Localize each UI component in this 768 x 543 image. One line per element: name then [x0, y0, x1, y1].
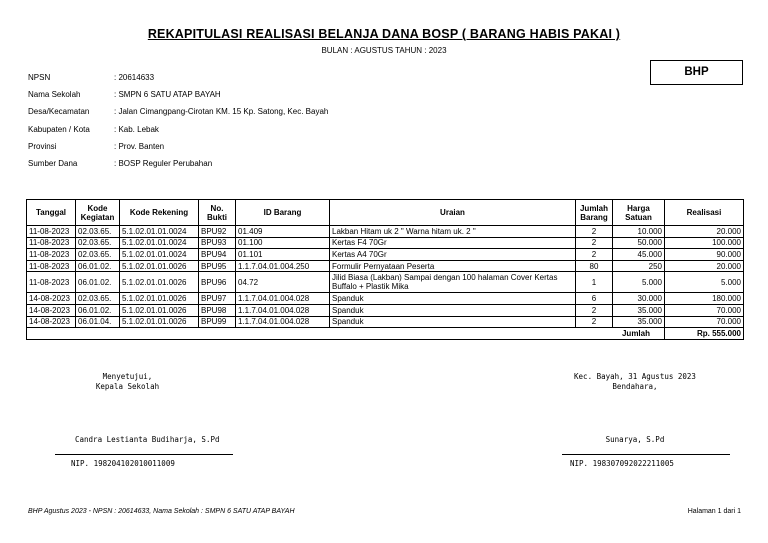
cell-harga: 35.000: [613, 316, 665, 328]
info-value: : Jalan Cimangpang-Cirotan KM. 15 Kp. Satong, Kec. Bayah: [114, 107, 329, 117]
cell-uraian: Lakban Hitam uk 2 " Warna hitam uk. 2 ": [330, 226, 576, 238]
cell-kode-rekening: 5.1.02.01.01.0026: [120, 293, 199, 305]
cell-jumlah: 2: [576, 249, 613, 261]
realization-table: [26, 199, 744, 340]
table-row: [27, 226, 744, 238]
cell-harga: 50.000: [613, 237, 665, 249]
sig-left-line1: Menyetujui,: [102, 372, 153, 381]
header-uraian: Uraian: [330, 200, 576, 226]
signature-right-line: [562, 454, 730, 455]
cell-no-bukti: BPU94: [199, 249, 236, 261]
cell-tanggal: 11-08-2023: [27, 226, 76, 238]
header-jumlah-line1: Jumlah: [579, 203, 608, 213]
signature-right-nip: NIP. 198307092022211005: [570, 459, 674, 468]
cell-no-bukti: BPU93: [199, 237, 236, 249]
signature-left-nip: NIP. 198204102010011009: [71, 459, 175, 468]
cell-kode-rekening: 5.1.02.01.01.0026: [120, 272, 199, 293]
cell-uraian: Spanduk: [330, 316, 576, 328]
cell-id-barang: 1.1.7.04.01.004.028: [236, 316, 330, 328]
cell-harga: 30.000: [613, 293, 665, 305]
header-no-bukti: [199, 200, 236, 226]
cell-realisasi: 20.000: [665, 226, 744, 238]
header-harga-line1: Harga: [627, 203, 650, 213]
header-id-barang: ID Barang: [236, 200, 330, 226]
cell-kode-rekening: 5.1.02.01.01.0024: [120, 237, 199, 249]
school-info: [28, 69, 328, 172]
cell-id-barang: 1.1.7.04.01.004.028: [236, 293, 330, 305]
table-row: [27, 237, 744, 249]
cell-uraian: Kertas F4 70Gr: [330, 237, 576, 249]
header-realisasi: Realisasi: [665, 200, 744, 226]
footer-page-number: Halaman 1 dari 1: [687, 508, 741, 515]
sig-right-line1: Kec. Bayah, 31 Agustus 2023: [574, 372, 696, 381]
info-label: Provinsi: [28, 141, 57, 151]
cell-kode-kegiatan: 06.01.04.: [76, 316, 120, 328]
cell-uraian: Spanduk: [330, 304, 576, 316]
document-title: REKAPITULASI REALISASI BELANJA DANA BOSP ( BARANG HABIS PAKAI ): [147, 27, 621, 41]
cell-id-barang: 1.1.7.04.01.004.250: [236, 260, 330, 272]
cell-tanggal: 14-08-2023: [27, 293, 76, 305]
cell-jumlah: 2: [576, 237, 613, 249]
cell-id-barang: 04.72: [236, 272, 330, 293]
cell-harga: 5.000: [613, 272, 665, 293]
cell-harga: 10.000: [613, 226, 665, 238]
cell-kode-kegiatan: 02.03.65.: [76, 293, 120, 305]
info-row: [28, 138, 328, 155]
header-kode-kegiatan-line2: Kegiatan: [80, 212, 115, 222]
cell-kode-kegiatan: 06.01.02.: [76, 272, 120, 293]
cell-kode-kegiatan: 02.03.65.: [76, 226, 120, 238]
table-body: [27, 226, 744, 340]
cell-jumlah: 6: [576, 293, 613, 305]
cell-realisasi: 20.000: [665, 260, 744, 272]
signature-right-heading: [560, 372, 710, 391]
signature-left-line: [55, 454, 233, 455]
table-row: [27, 249, 744, 261]
cell-kode-kegiatan: 02.03.65.: [76, 249, 120, 261]
cell-jumlah: 80: [576, 260, 613, 272]
cell-tanggal: 11-08-2023: [27, 272, 76, 293]
header-no-bukti-line2: Bukti: [207, 212, 227, 222]
info-value: : 20614633: [114, 73, 155, 83]
info-row: [28, 69, 328, 86]
cell-realisasi: 70.000: [665, 304, 744, 316]
cell-jumlah: 2: [576, 304, 613, 316]
header-tanggal: Tanggal: [27, 200, 76, 226]
sig-right-line2: Bendahara,: [612, 381, 658, 391]
signature-left-name: Candra Lestianta Budiharja, S.Pd: [75, 435, 220, 444]
cell-id-barang: 01.409: [236, 226, 330, 238]
cell-no-bukti: BPU99: [199, 316, 236, 328]
header-kode-rekening: Kode Rekening: [120, 200, 199, 226]
header-kode-kegiatan: [76, 200, 120, 226]
info-label: Desa/Kecamatan: [28, 107, 90, 117]
cell-realisasi: 180.000: [665, 293, 744, 305]
cell-uraian: Jilid Biasa (Lakban) Sampai dengan 100 halaman Cover Kertas Buffalo + Plastik Mika: [330, 272, 576, 293]
document-subtitle: BULAN : AGUSTUS TAHUN : 2023: [321, 46, 447, 55]
info-label: Nama Sekolah: [28, 90, 81, 100]
report-type-badge: BHP: [650, 60, 743, 85]
header-harga-line2: Satuan: [625, 212, 652, 222]
cell-realisasi: 5.000: [665, 272, 744, 293]
signature-left-heading: [55, 372, 200, 391]
cell-jumlah: 2: [576, 226, 613, 238]
info-row: [28, 121, 328, 138]
cell-no-bukti: BPU92: [199, 226, 236, 238]
cell-id-barang: 01.101: [236, 249, 330, 261]
info-value: : Prov. Banten: [114, 141, 165, 151]
info-label: Sumber Dana: [28, 159, 78, 169]
cell-no-bukti: BPU98: [199, 304, 236, 316]
cell-jumlah: 1: [576, 272, 613, 293]
cell-kode-rekening: 5.1.02.01.01.0024: [120, 249, 199, 261]
cell-realisasi: 70.000: [665, 316, 744, 328]
cell-jumlah: 2: [576, 316, 613, 328]
cell-kode-kegiatan: 06.01.02.: [76, 304, 120, 316]
cell-kode-rekening: 5.1.02.01.01.0026: [120, 304, 199, 316]
info-row: [28, 155, 328, 172]
cell-tanggal: 11-08-2023: [27, 237, 76, 249]
cell-no-bukti: BPU96: [199, 272, 236, 293]
table-total-row: [27, 328, 744, 340]
info-label: Kabupaten / Kota: [28, 124, 90, 134]
cell-harga: 45.000: [613, 249, 665, 261]
sig-left-line2: Kepala Sekolah: [95, 381, 160, 391]
cell-id-barang: 1.1.7.04.01.004.028: [236, 304, 330, 316]
info-label: NPSN: [28, 73, 51, 83]
cell-tanggal: 14-08-2023: [27, 304, 76, 316]
cell-uraian: Spanduk: [330, 293, 576, 305]
info-value: : Kab. Lebak: [114, 124, 159, 134]
cell-kode-kegiatan: 06.01.02.: [76, 260, 120, 272]
info-value: : BOSP Reguler Perubahan: [114, 159, 213, 169]
footer-document-info: BHP Agustus 2023 - NPSN : 20614633, Nama Sekolah : SMPN 6 SATU ATAP BAYAH: [28, 508, 295, 515]
signature-right-name: Sunarya, S.Pd: [605, 435, 665, 444]
table-row: [27, 316, 744, 328]
cell-kode-rekening: 5.1.02.01.01.0026: [120, 260, 199, 272]
header-jumlah-line2: Barang: [580, 212, 608, 222]
table-row: [27, 293, 744, 305]
cell-tanggal: 11-08-2023: [27, 260, 76, 272]
cell-tanggal: 11-08-2023: [27, 249, 76, 261]
cell-uraian: Kertas A4 70Gr: [330, 249, 576, 261]
cell-kode-kegiatan: 02.03.65.: [76, 237, 120, 249]
cell-kode-rekening: 5.1.02.01.01.0024: [120, 226, 199, 238]
header-no-bukti-line1: No.: [210, 203, 224, 213]
total-label: Jumlah: [27, 328, 665, 340]
table-row: [27, 260, 744, 272]
info-value: : SMPN 6 SATU ATAP BAYAH: [114, 90, 221, 100]
cell-harga: 250: [613, 260, 665, 272]
total-value: Rp. 555.000: [665, 328, 744, 340]
header-jumlah-barang: [576, 200, 613, 226]
table-header-row: [27, 200, 744, 226]
header-harga-satuan: [613, 200, 665, 226]
cell-kode-rekening: 5.1.02.01.01.0026: [120, 316, 199, 328]
cell-no-bukti: BPU95: [199, 260, 236, 272]
cell-id-barang: 01.100: [236, 237, 330, 249]
header-kode-kegiatan-line1: Kode: [87, 203, 108, 213]
cell-tanggal: 14-08-2023: [27, 316, 76, 328]
cell-uraian: Formulir Pernyataan Peserta: [330, 260, 576, 272]
cell-realisasi: 90.000: [665, 249, 744, 261]
table-row: [27, 304, 744, 316]
cell-no-bukti: BPU97: [199, 293, 236, 305]
table-row: [27, 272, 744, 293]
info-row: [28, 103, 328, 120]
info-row: [28, 86, 328, 103]
cell-realisasi: 100.000: [665, 237, 744, 249]
cell-harga: 35.000: [613, 304, 665, 316]
